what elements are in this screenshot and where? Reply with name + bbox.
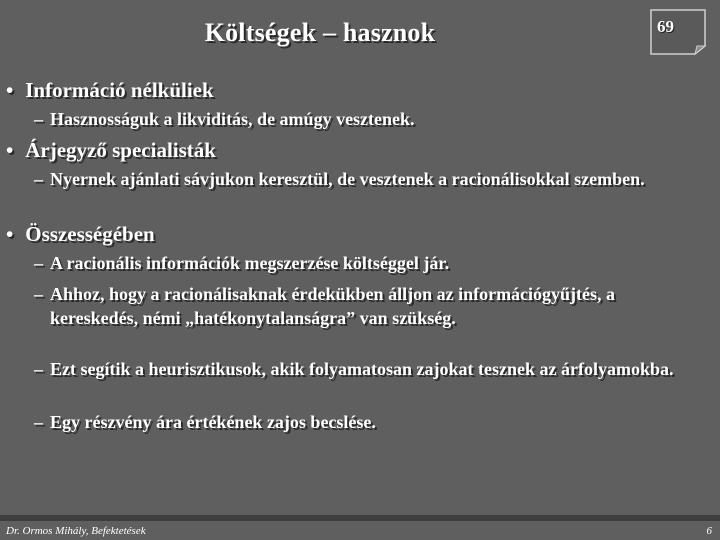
page-badge-number: 69	[657, 17, 674, 36]
bullet-3-text: Összességében	[25, 222, 155, 246]
footer-page-number: 6	[706, 525, 712, 537]
bullet-3	[6, 222, 155, 247]
sub-bullet-1-1-text: Hasznosságuk a likviditás, de amúgy vesztenek.	[50, 109, 415, 129]
sub-bullet-3-2	[34, 282, 694, 330]
sub-bullet-3-2-text: Ahhoz, hogy a racionálisaknak érdekükben álljon az információgyűjtés, a kereskedés, némi „hatékonytalanságra” van szükség.	[50, 284, 616, 328]
dash-icon: –	[34, 284, 43, 304]
bullet-1-text: Információ nélküliek	[25, 78, 214, 102]
bullet-2	[6, 138, 216, 163]
footer-author: Dr. Ormos Mihály, Befektetések	[6, 525, 146, 537]
sub-bullet-3-1	[34, 251, 694, 275]
slide-title: Költségek – hasznok	[204, 18, 436, 47]
sub-bullet-3-4	[34, 410, 694, 434]
bullet-dot-icon: •	[6, 138, 14, 162]
sub-bullet-2-1	[34, 167, 694, 191]
page-badge	[649, 8, 711, 56]
dash-icon: –	[34, 109, 43, 129]
footer-bar	[0, 515, 720, 521]
dash-icon: –	[34, 359, 43, 379]
dash-icon: –	[34, 169, 43, 189]
sub-bullet-3-4-text: Egy részvény ára értékének zajos becslése.	[50, 412, 376, 432]
bullet-dot-icon: •	[6, 78, 14, 102]
bullet-1	[6, 78, 214, 103]
sub-bullet-3-1-text: A racionális információk megszerzése költséggel jár.	[50, 253, 450, 273]
sub-bullet-1-1	[34, 107, 694, 131]
sub-bullet-3-3-text: Ezt segítik a heurisztikusok, akik folyamatosan zajokat tesznek az árfolyamokba.	[50, 359, 674, 379]
dash-icon: –	[34, 253, 43, 273]
sub-bullet-3-3	[34, 357, 694, 381]
sub-bullet-2-1-text: Nyernek ajánlati sávjukon keresztül, de vesztenek a racionálisokkal szemben.	[50, 169, 645, 189]
dash-icon: –	[34, 412, 43, 432]
bullet-2-text: Árjegyző specialisták	[25, 138, 216, 162]
bullet-dot-icon: •	[6, 222, 14, 246]
